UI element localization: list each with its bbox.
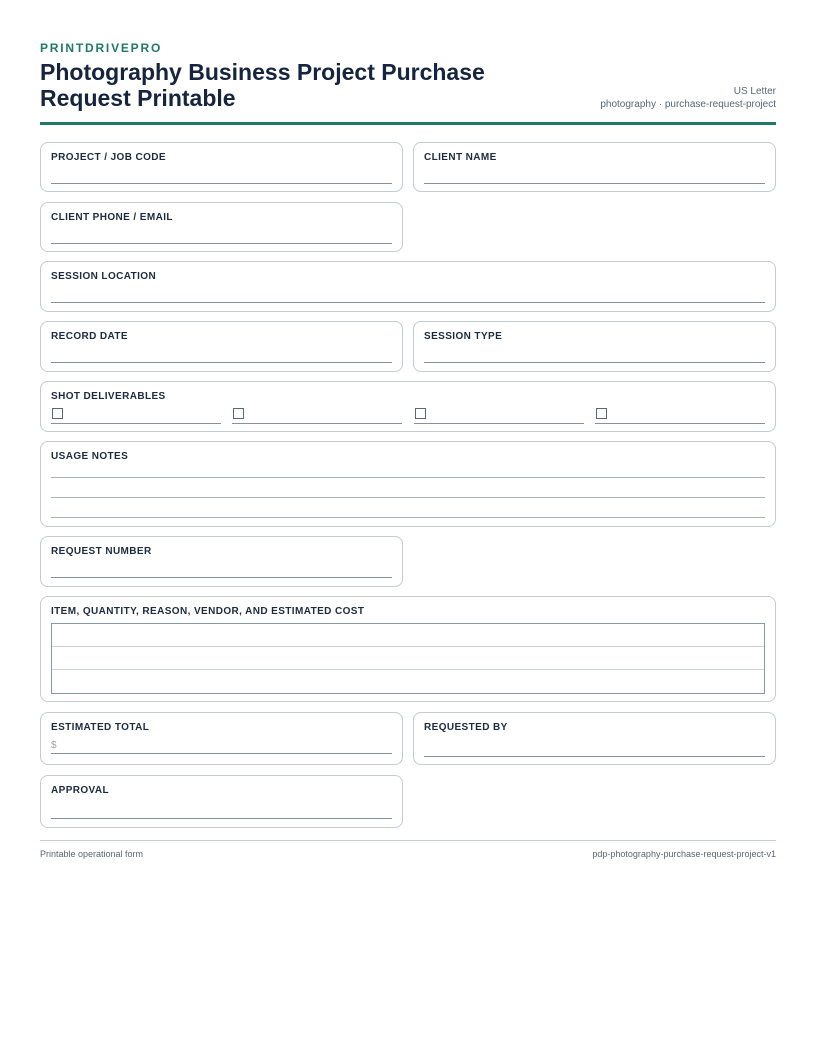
approval-label: APPROVAL [51, 785, 110, 796]
document-tags: photography · purchase-request-project [600, 99, 776, 110]
record-date-label: RECORD DATE [51, 331, 128, 342]
project-code-field[interactable] [40, 142, 403, 192]
checkbox[interactable] [233, 408, 244, 419]
usage-notes-label: USAGE NOTES [51, 451, 129, 462]
table-row[interactable] [52, 670, 764, 693]
document-meta [600, 85, 776, 111]
deliverable-option-3[interactable] [414, 408, 584, 424]
items-table-label: ITEM, QUANTITY, REASON, VENDOR, AND ESTIMATED COST [51, 606, 365, 617]
items-table [51, 623, 765, 694]
session-type-input-line[interactable] [424, 362, 765, 363]
request-number-field[interactable] [40, 536, 403, 587]
deliverable-option-4[interactable] [595, 408, 765, 424]
checkbox[interactable] [415, 408, 426, 419]
approval-input-line[interactable] [51, 818, 392, 819]
brand-name: PRINTDRIVEPRO [40, 41, 163, 55]
form-identifier: pdp-photography-purchase-request-project-v1 [592, 849, 776, 859]
footer-divider [40, 840, 776, 841]
record-date-input-line[interactable] [51, 362, 392, 363]
client-contact-input-line[interactable] [51, 243, 392, 244]
session-type-field[interactable] [413, 321, 776, 372]
items-table-field [40, 596, 776, 702]
requested-by-input-line[interactable] [424, 756, 765, 757]
checkbox[interactable] [52, 408, 63, 419]
project-code-label: PROJECT / JOB CODE [51, 152, 166, 163]
project-code-input-line[interactable] [51, 183, 392, 184]
session-location-label: SESSION LOCATION [51, 271, 157, 282]
header-divider [40, 122, 776, 125]
shot-deliverables-field [40, 381, 776, 432]
request-number-input-line[interactable] [51, 577, 392, 578]
paper-size: US Letter [733, 86, 776, 97]
client-contact-label: CLIENT PHONE / EMAIL [51, 212, 173, 223]
page-title: Photography Business Project Purchase Request Printable [40, 59, 485, 111]
estimated-total-field[interactable] [40, 712, 403, 765]
client-name-input-line[interactable] [424, 183, 765, 184]
approval-field[interactable] [40, 775, 403, 828]
table-row[interactable] [52, 624, 764, 647]
deliverable-option-1[interactable] [51, 408, 221, 424]
usage-notes-field[interactable] [40, 441, 776, 527]
client-name-label: CLIENT NAME [424, 152, 497, 163]
requested-by-field[interactable] [413, 712, 776, 765]
estimated-total-label: ESTIMATED TOTAL [51, 722, 150, 733]
usage-notes-line-1[interactable] [51, 477, 765, 478]
footer-description: Printable operational form [40, 849, 144, 859]
request-number-label: REQUEST NUMBER [51, 546, 152, 557]
estimated-total-input-line[interactable] [51, 753, 392, 754]
table-row[interactable] [52, 647, 764, 670]
checkbox[interactable] [596, 408, 607, 419]
session-type-label: SESSION TYPE [424, 331, 503, 342]
client-contact-field[interactable] [40, 202, 403, 252]
currency-symbol: $ [51, 740, 57, 751]
requested-by-label: REQUESTED BY [424, 722, 508, 733]
deliverable-option-2[interactable] [232, 408, 402, 424]
usage-notes-line-2[interactable] [51, 497, 765, 498]
session-location-input-line[interactable] [51, 302, 765, 303]
record-date-field[interactable] [40, 321, 403, 372]
shot-deliverables-label: SHOT DELIVERABLES [51, 391, 166, 402]
session-location-field[interactable] [40, 261, 776, 312]
usage-notes-line-3[interactable] [51, 517, 765, 518]
client-name-field[interactable] [413, 142, 776, 192]
